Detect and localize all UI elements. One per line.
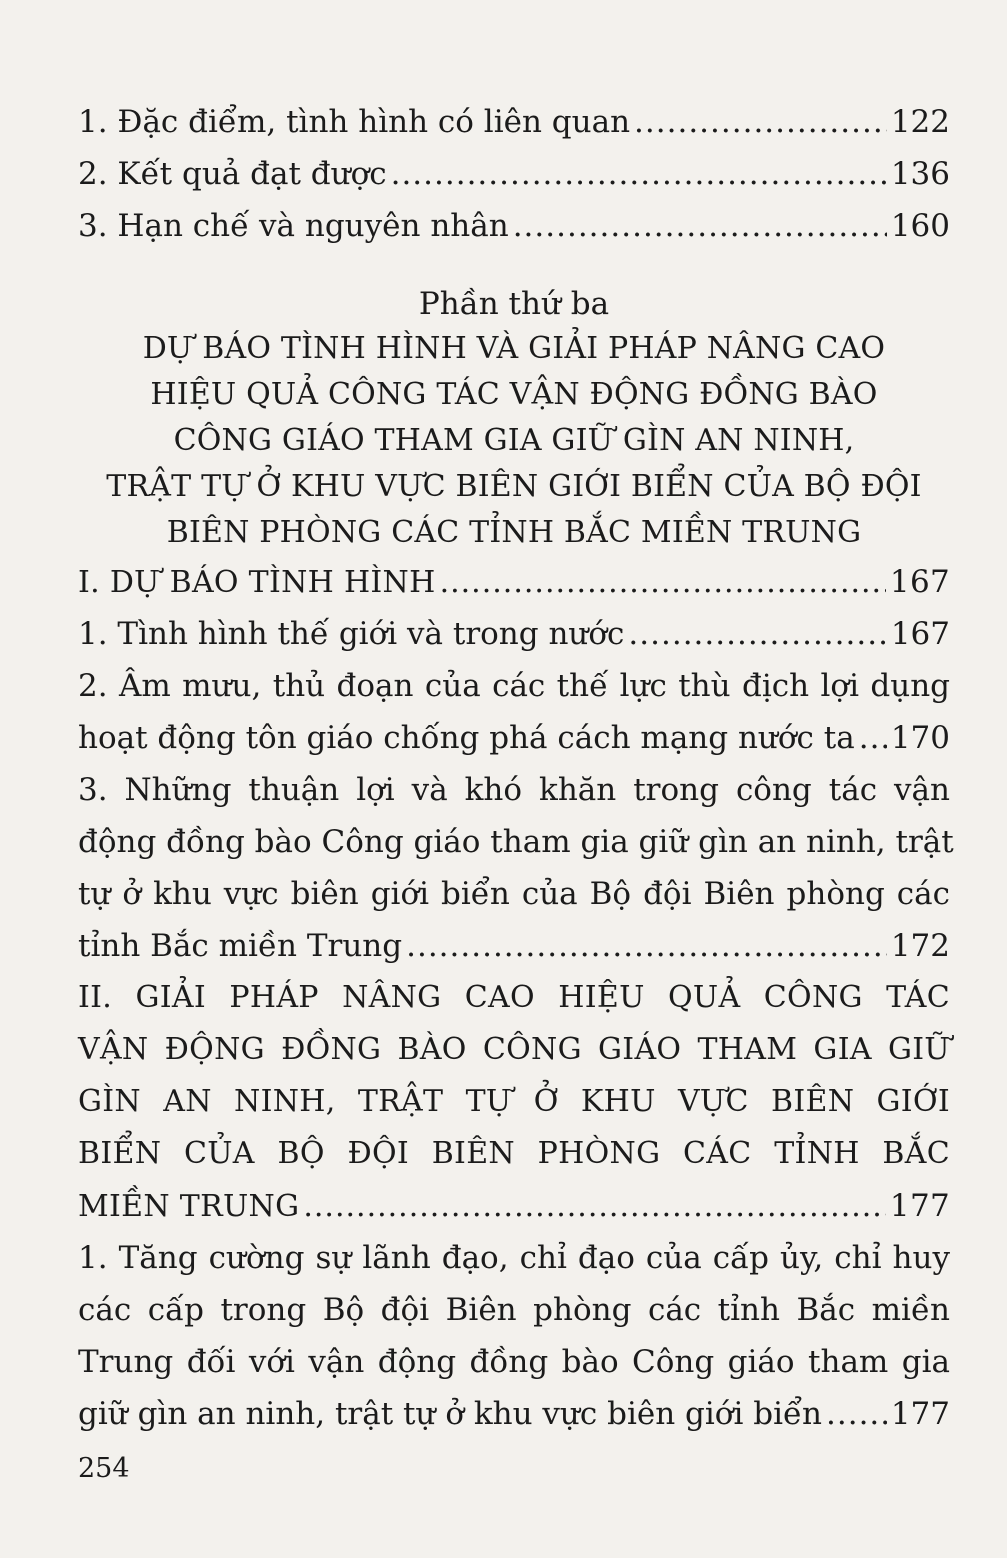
toc-entry[interactable]	[78, 96, 950, 148]
toc-entry-label: 2. Kết quả đạt được	[78, 156, 387, 192]
toc-section-label: MIỀN TRUNG	[78, 1189, 300, 1224]
toc-entry-page: 122	[890, 104, 950, 140]
toc-entry-page: 167	[890, 616, 950, 652]
toc-section-entry[interactable]	[78, 556, 950, 608]
toc-entry-page: 136	[890, 156, 950, 192]
part-title-line: HIỆU QUẢ CÔNG TÁC VẬN ĐỘNG ĐỒNG BÀO	[150, 377, 878, 412]
page-number: 254	[78, 1453, 130, 1484]
toc-entry-label: 1. Đặc điểm, tình hình có liên quan	[78, 104, 631, 140]
leader-dots	[826, 1388, 887, 1440]
part-heading: Phần thứ ba	[418, 286, 610, 322]
toc-entry[interactable]	[78, 608, 950, 660]
leader-dots	[859, 712, 887, 764]
part-title-line: DỰ BÁO TÌNH HÌNH VÀ GIẢI PHÁP NÂNG CAO	[142, 331, 886, 366]
spacer	[78, 252, 950, 268]
toc-entry-page: 177	[889, 1188, 950, 1224]
leader-dots	[406, 920, 887, 972]
toc-section-line[interactable]: VẬN ĐỘNG ĐỒNG BÀO CÔNG GIÁO THAM GIA GIỮ	[78, 1032, 950, 1067]
toc-entry-page: 170	[890, 720, 950, 756]
toc-entry[interactable]	[78, 920, 950, 972]
leader-dots	[634, 96, 887, 148]
toc-entry-label: 3. Hạn chế và nguyên nhân	[78, 208, 509, 244]
toc-entry-line[interactable]: tự ở khu vực biên giới biển của Bộ đội Biên phòng các	[78, 876, 950, 912]
toc-entry-page: 172	[890, 928, 950, 964]
toc-entry-page: 167	[889, 564, 950, 600]
toc-entry-line[interactable]: 2. Âm mưu, thủ đoạn của các thế lực thù địch lợi dụng	[78, 668, 950, 704]
leader-dots	[513, 200, 887, 252]
toc-entry-label: hoạt động tôn giáo chống phá cách mạng nước ta	[78, 720, 855, 756]
part-title-line: TRẬT TỰ Ở KHU VỰC BIÊN GIỚI BIỂN CỦA BỘ ĐỘI	[106, 469, 922, 504]
toc-entry[interactable]	[78, 200, 950, 252]
leader-dots	[440, 557, 886, 609]
part-title-line: BIÊN PHÒNG CÁC TỈNH BẮC MIỀN TRUNG	[166, 515, 862, 550]
toc-entry-line[interactable]: 1. Tăng cường sự lãnh đạo, chỉ đạo của cấp ủy, chỉ huy	[78, 1240, 950, 1276]
toc-entry[interactable]	[78, 1388, 950, 1440]
part-title	[78, 326, 950, 556]
toc-section-line[interactable]: BIỂN CỦA BỘ ĐỘI BIÊN PHÒNG CÁC TỈNH BẮC	[78, 1136, 950, 1171]
toc-entry-label: tỉnh Bắc miền Trung	[78, 928, 403, 964]
leader-dots	[303, 1181, 886, 1233]
toc-entry-line[interactable]: 3. Những thuận lợi và khó khăn trong công tác vận	[78, 772, 950, 808]
leader-dots	[628, 608, 886, 660]
toc-entry-line[interactable]: các cấp trong Bộ đội Biên phòng các tỉnh Bắc miền	[78, 1292, 950, 1328]
table-of-contents	[78, 96, 954, 1440]
toc-entry-line[interactable]: Trung đối với vận động đồng bào Công giáo tham gia	[78, 1344, 950, 1380]
part-title-line: CÔNG GIÁO THAM GIA GIỮ GÌN AN NINH,	[173, 423, 855, 458]
toc-section-line[interactable]: II. GIẢI PHÁP NÂNG CAO HIỆU QUẢ CÔNG TÁC	[78, 980, 950, 1015]
toc-entry[interactable]	[78, 148, 950, 200]
toc-section-line[interactable]: GÌN AN NINH, TRẬT TỰ Ở KHU VỰC BIÊN GIỚI	[78, 1084, 950, 1119]
toc-entry-label: 1. Tình hình thế giới và trong nước	[78, 616, 625, 652]
toc-entry-page: 177	[890, 1396, 950, 1432]
toc-section-label: I. DỰ BÁO TÌNH HÌNH	[78, 565, 436, 600]
toc-entry-label: giữ gìn an ninh, trật tự ở khu vực biên giới biển	[78, 1396, 823, 1432]
toc-entry-line[interactable]: động đồng bào Công giáo tham gia giữ gìn an ninh, trật	[78, 824, 954, 860]
leader-dots	[391, 148, 887, 200]
toc-section-entry[interactable]	[78, 1180, 950, 1232]
toc-entry[interactable]	[78, 712, 950, 764]
toc-entry-page: 160	[890, 208, 950, 244]
